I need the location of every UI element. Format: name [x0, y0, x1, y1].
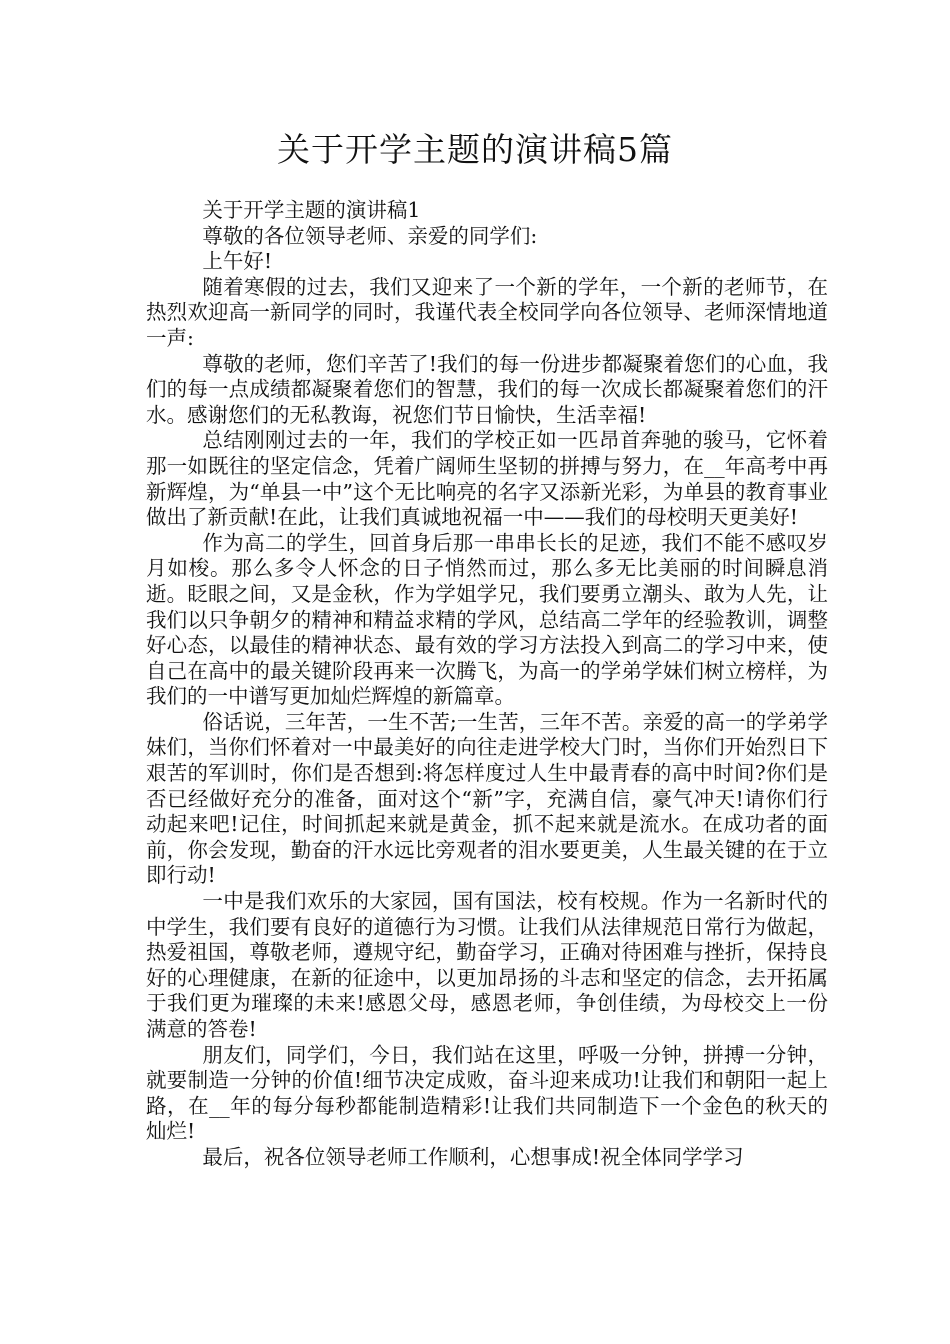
speech-subtitle: 关于开学主题的演讲稿1 — [202, 198, 421, 222]
paragraph: 朋友们，同学们，今日，我们站在这里，呼吸一分钟，拼搏一分钟，就要制造一分钟的价值!细节决定成败，奋斗迎来成功!让我们和朝阳一起上路，在__年的每分每秒都能制造精彩!让我们共同制造下一个金色的秋天的灿烂! — [146, 1042, 828, 1144]
paragraph: 总结刚刚过去的一年，我们的学校正如一匹昂首奔驰的骏马，它怀着那一如既往的坚定信念，凭着广阔师生坚韧的拼搏与努力，在__年高考中再新辉煌，为“单县一中”这个无比响亮的名字又添新光彩，为单县的教育事业做出了新贡献!在此，让我们真诚地祝福一中——我们的母校明天更美好! — [146, 428, 828, 530]
document-title: 关于开学主题的演讲稿5篇 — [277, 130, 673, 169]
paragraph: 随着寒假的过去，我们又迎来了一个新的学年，一个新的老师节，在热烈欢迎高一新同学的同时，我谨代表全校同学向各位领导、老师深情地道一声: — [146, 274, 828, 350]
paragraph: 尊敬的老师，您们辛苦了!我们的每一份进步都凝聚着您们的心血，我们的每一点成绩都凝聚着您们的智慧，我们的每一次成长都凝聚着您们的汗水。感谢您们的无私教诲，祝您们节日愉快，生活幸福! — [146, 351, 828, 427]
paragraph: 作为高二的学生，回首身后那一串串长长的足迹，我们不能不感叹岁月如梭。那么多令人怀念的日子悄然而过，那么多无比美丽的时间瞬息消逝。眨眼之间，又是金秋，作为学姐学兄，我们要勇立潮头、敢为人先，让我们以只争朝夕的精神和精益求精的学风，总结高二学年的经验教训，调整好心态，以最佳的精神状态、最有效的学习方法投入到高二的学习中来，使自己在高中的最关键阶段再来一次腾飞，为高一的学弟学妹们树立榜样，为我们的一中谱写更加灿烂辉煌的新篇章。 — [146, 530, 828, 709]
paragraph: 最后，祝各位领导老师工作顺利，心想事成!祝全体同学学习 — [202, 1144, 744, 1169]
paragraph: 一中是我们欢乐的大家园，国有国法，校有校规。作为一名新时代的中学生，我们要有良好的道德行为习惯。让我们从法律规范日常行为做起，热爱祖国，尊敬老师，遵规守纪，勤奋学习，正确对待困难与挫折，保持良好的心理健康，在新的征途中，以更加昂扬的斗志和坚定的信念，去开拓属于我们更为璀璨的未来!感恩父母，感恩老师，争创佳绩，为母校交上一份满意的答卷! — [146, 889, 828, 1041]
paragraph: 俗话说，三年苦，一生不苦;一生苦，三年不苦。亲爱的高一的学弟学妹们，当你们怀着对一中最美好的向往走进学校大门时，当你们开始烈日下艰苦的军训时，你们是否想到:将怎样度过人生中最青春的高中时间?你们是否已经做好充分的准备，面对这个“新”字，充满自信，豪气冲天!请你们行动起来吧!记住，时间抓起来就是黄金，抓不起来就是流水。在成功者的面前，你会发现，勤奋的汗水远比旁观者的泪水要更美，人生最关键的在于立即行动! — [146, 709, 828, 888]
greeting: 上午好! — [202, 249, 273, 274]
document-body — [146, 198, 828, 1171]
salutation: 尊敬的各位领导老师、亲爱的同学们: — [202, 223, 538, 248]
